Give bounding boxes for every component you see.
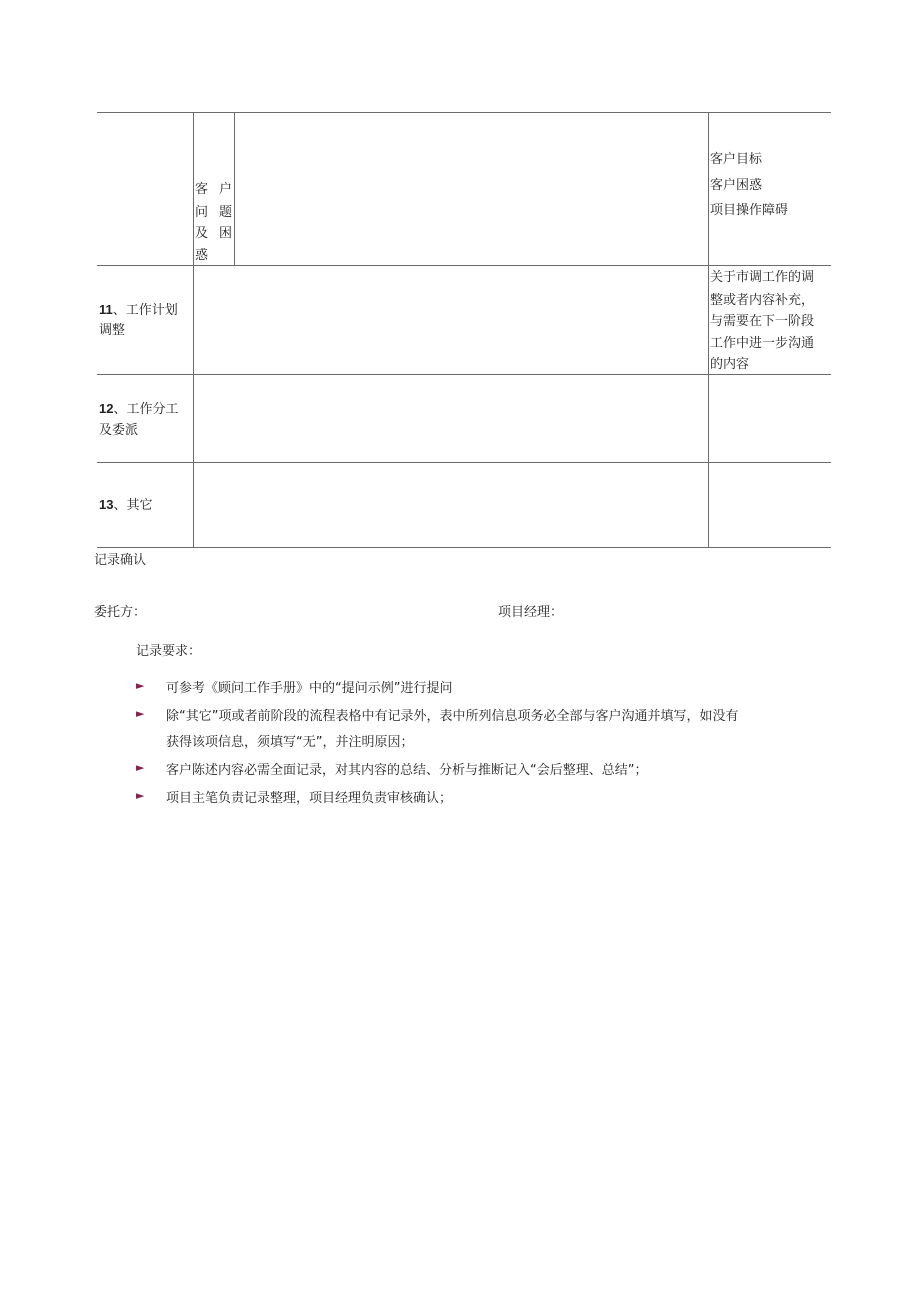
row-divider-3 — [97, 462, 831, 463]
label-char: 及 — [195, 226, 209, 241]
row-title: 、工作分工 — [113, 402, 179, 417]
row-13-label-line1 — [99, 493, 152, 518]
note-line: 客户目标 — [710, 152, 763, 167]
note-line: 关于市调工作的调 — [710, 270, 815, 285]
note-line: 项目操作障碍 — [710, 203, 789, 218]
requirements-heading: 记录要求： — [136, 644, 202, 659]
note-line: 整或者内容补充， — [710, 293, 815, 308]
row-title: 、其它 — [113, 498, 153, 513]
table-border-top — [97, 112, 831, 113]
note-line: 与需要在下一阶段 — [710, 314, 815, 329]
col-divider-notes — [708, 112, 709, 547]
note-line: 客户困惑 — [710, 178, 763, 193]
bullet-arrow-icon: ► — [136, 789, 145, 802]
row-title: 、工作计划 — [112, 303, 178, 318]
label-char: 问 — [195, 205, 209, 220]
bullet-arrow-icon: ► — [136, 761, 145, 774]
row-number: 11 — [99, 302, 113, 317]
list-item-continuation: 获得该项信息，须填写“无”，并注明原因； — [166, 735, 414, 750]
list-item: 可参考《顾问工作手册》中的“提问示例”进行提问 — [166, 681, 453, 696]
list-item: 客户陈述内容必需全面记录，对其内容的总结、分析与推断记入“会后整理、总结”； — [166, 763, 648, 778]
label-char: 题 — [219, 205, 233, 220]
row-number: 12 — [99, 401, 114, 416]
row-12-label-line2: 及委派 — [99, 423, 139, 438]
client-label: 委托方： — [94, 605, 147, 620]
col-divider-sublabel — [234, 112, 235, 265]
bullet-arrow-icon: ► — [136, 707, 145, 720]
label-char: 户 — [219, 182, 233, 197]
label-char: 惑 — [195, 248, 209, 263]
note-line: 的内容 — [710, 357, 750, 372]
row-11-label-line2: 调整 — [99, 323, 126, 338]
col-divider-label — [193, 112, 194, 547]
list-item: 除“其它”项或者前阶段的流程表格中有记录外，表中所列信息项务必全部与客户沟通并填写，如没有 — [166, 709, 739, 724]
project-manager-label: 项目经理： — [498, 605, 564, 620]
record-confirm-title: 记录确认 — [94, 553, 147, 568]
note-line: 工作中进一步沟通 — [710, 336, 815, 351]
list-item: 项目主笔负责记录整理，项目经理负责审核确认； — [166, 791, 453, 806]
row-number: 13 — [99, 497, 114, 512]
table-border-bottom — [97, 547, 831, 548]
bullet-arrow-icon: ► — [136, 679, 145, 692]
label-char: 困 — [219, 226, 233, 241]
label-char: 客 — [195, 182, 209, 197]
